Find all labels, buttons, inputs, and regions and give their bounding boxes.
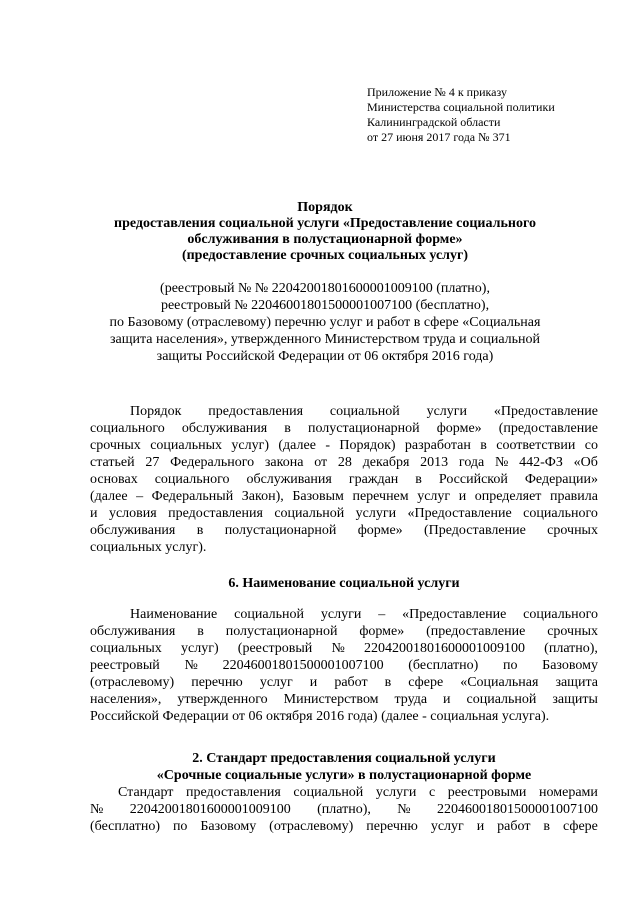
- word: «Предоставление: [493, 404, 598, 419]
- registry-line: по Базовому (отраслевому) перечню услуг и работ в сфере «Социальная: [109, 315, 541, 330]
- word: (отраслевому): [269, 819, 354, 834]
- section2-paragraph: [90, 784, 598, 835]
- word: и: [309, 675, 318, 690]
- word: обслуживания: [90, 523, 176, 538]
- word: полустационарной: [225, 624, 338, 639]
- registry-line: защита населения», утвержденного Министерством труда и социальной: [109, 332, 541, 347]
- word: декабря: [362, 455, 410, 470]
- word: 22042001801600001009100: [363, 641, 525, 656]
- word: Порядок: [130, 404, 182, 419]
- word: (предоставление: [498, 421, 598, 436]
- word: (предоставление: [426, 624, 526, 639]
- word: услуги: [320, 607, 362, 622]
- paragraph-line: Российской Федерации от 06 октября 2016 года) (далее - социальная услуга).: [90, 709, 550, 724]
- word: услуг: [259, 675, 293, 690]
- word: года: [458, 455, 485, 470]
- word: в: [197, 624, 204, 639]
- word: Федерального: [170, 455, 255, 470]
- word: реестровыми: [447, 785, 527, 800]
- word: 28: [337, 455, 352, 470]
- registry-line: реестровый № 22046001801500001007100 (бесплатно),: [160, 298, 490, 313]
- word: (платно),: [544, 641, 598, 656]
- word: услуги: [375, 785, 417, 800]
- word: (бесплатно): [90, 819, 160, 834]
- word: услуги: [355, 506, 397, 521]
- paragraph-line: [90, 454, 598, 471]
- word: со: [584, 438, 598, 453]
- word: Федеральный: [151, 489, 234, 504]
- word: -: [325, 438, 330, 453]
- paragraph-line: [90, 691, 598, 708]
- word: работ: [497, 819, 531, 834]
- word: (далее: [90, 489, 128, 504]
- word: срочных: [547, 624, 598, 639]
- word: соответствии: [496, 438, 576, 453]
- word: правила: [549, 489, 598, 504]
- title-line: (предоставление срочных социальных услуг): [181, 248, 469, 263]
- paragraph-line: [90, 674, 598, 691]
- word: защита: [555, 675, 598, 690]
- word: полустационарной: [307, 421, 420, 436]
- word: перечню: [191, 675, 243, 690]
- word: в: [543, 819, 551, 834]
- word: Российской: [438, 472, 508, 487]
- word: Наименование: [130, 607, 218, 622]
- appendix-line: Калининградской области: [367, 115, 501, 129]
- word: в: [384, 675, 392, 690]
- word: форме»: [359, 624, 405, 639]
- heading-line: 2. Стандарт предоставления социальной услуги: [192, 751, 496, 766]
- appendix-line: Приложение № 4 к приказу: [367, 85, 507, 99]
- word: и: [443, 692, 451, 707]
- paragraph-line: социальных услуг).: [90, 540, 207, 555]
- paragraph-line: [90, 801, 598, 818]
- word: и: [458, 489, 467, 504]
- word: социального: [90, 421, 165, 436]
- word: реестровый: [90, 658, 160, 673]
- intro-paragraph: [90, 403, 598, 556]
- word: по: [502, 658, 518, 673]
- registry-line: защиты Российской Федерации от 06 октября 2016 года): [156, 349, 494, 364]
- paragraph-line: [90, 623, 598, 640]
- word: (платно),: [317, 802, 371, 817]
- word: Закон),: [241, 489, 284, 504]
- word: (далее: [278, 438, 316, 453]
- word: предоставления: [168, 506, 263, 521]
- title-line: Порядок: [297, 200, 353, 215]
- word: статьей: [90, 455, 135, 470]
- word: основах: [90, 472, 138, 487]
- heading-line: «Срочные социальные услуги» в полустационарной форме: [156, 768, 532, 783]
- paragraph-line: [90, 522, 598, 539]
- word: –: [378, 607, 386, 622]
- word: Базовому: [542, 658, 598, 673]
- paragraph-line: [90, 640, 598, 657]
- word: №: [184, 658, 198, 673]
- heading-line: 6. Наименование социальной услуги: [228, 576, 460, 591]
- word: Министерством: [283, 692, 379, 707]
- paragraph-line: [90, 784, 598, 801]
- word: номерами: [539, 785, 598, 800]
- word: 27: [145, 455, 160, 470]
- word: №: [495, 455, 509, 470]
- title-line: обслуживания в полустационарной форме»: [187, 232, 463, 247]
- word: 22046001801500001007100: [222, 658, 384, 673]
- word: услуг: [430, 819, 464, 834]
- paragraph-line: [90, 657, 598, 674]
- word: граждан: [348, 472, 399, 487]
- word: сфере: [408, 675, 444, 690]
- word: «Социальная: [460, 675, 539, 690]
- word: Федерации»: [524, 472, 598, 487]
- word: 22042001801600001009100: [129, 802, 291, 817]
- word: услуг: [417, 489, 451, 504]
- word: населения»,: [90, 692, 162, 707]
- paragraph-line: [90, 505, 598, 522]
- word: полустационарной: [224, 523, 337, 538]
- word: (Предоставление: [424, 523, 526, 538]
- section-heading: [90, 575, 598, 592]
- word: услуг): [181, 641, 219, 656]
- word: (бесплатно): [408, 658, 479, 673]
- word: закона: [264, 455, 304, 470]
- paragraph-line: [90, 420, 598, 437]
- word: 2013: [420, 455, 449, 470]
- word: и: [476, 819, 485, 834]
- registry-block: [90, 280, 560, 365]
- appendix-line: Министерства социальной политики: [367, 100, 555, 114]
- word: в: [196, 523, 204, 538]
- word: «Об: [573, 455, 598, 470]
- word: «Предоставление: [402, 607, 507, 622]
- paragraph-line: [90, 818, 598, 835]
- word: срочных: [90, 438, 141, 453]
- word: социальной: [466, 692, 537, 707]
- appendix-note: [367, 85, 555, 145]
- section1-paragraph: [90, 606, 598, 725]
- word: (отраслевому): [90, 675, 175, 690]
- word: социальной: [293, 785, 364, 800]
- word: разработан: [404, 438, 471, 453]
- word: обслуживания: [90, 624, 176, 639]
- word: в: [415, 472, 422, 487]
- appendix-line: от 27 июня 2017 года № 371: [367, 130, 511, 144]
- word: форме»: [357, 523, 403, 538]
- word: труда: [394, 692, 428, 707]
- paragraph-line: [90, 437, 598, 454]
- word: социальной: [234, 607, 305, 622]
- word: Базовым: [292, 489, 344, 504]
- word: в: [284, 421, 291, 436]
- word: социального: [523, 607, 598, 622]
- word: предоставления: [208, 404, 304, 419]
- word: социальной: [274, 506, 345, 521]
- word: работ: [334, 675, 368, 690]
- word: в: [480, 438, 487, 453]
- word: с: [428, 785, 436, 800]
- document-title: [90, 200, 560, 264]
- word: сфере: [562, 819, 598, 834]
- word: «Предоставление: [407, 506, 512, 521]
- word: социального: [154, 472, 230, 487]
- word: от: [314, 455, 328, 470]
- title-line: предоставления социальной услуги «Предоставление социального: [114, 216, 536, 231]
- paragraph-line: [90, 403, 598, 420]
- word: –: [136, 489, 144, 504]
- word: услуг): [231, 438, 269, 453]
- word: срочных: [547, 523, 598, 538]
- word: Стандарт: [118, 785, 174, 800]
- word: защиты: [552, 692, 598, 707]
- word: определяет: [474, 489, 542, 504]
- section-heading: [90, 750, 598, 784]
- word: Базовому: [200, 819, 257, 834]
- word: №: [397, 802, 411, 817]
- paragraph-line: [90, 606, 598, 623]
- word: по: [172, 819, 188, 834]
- word: предоставления: [186, 785, 281, 800]
- word: №: [331, 641, 345, 656]
- word: социального: [523, 506, 598, 521]
- word: перечню: [366, 819, 418, 834]
- word: утвержденного: [177, 692, 268, 707]
- word: социальных: [90, 641, 162, 656]
- word: социальных: [150, 438, 222, 453]
- word: 22046001801500001007100: [436, 802, 598, 817]
- word: обслуживания: [246, 472, 332, 487]
- word: Порядок): [339, 438, 396, 453]
- word: 442-ФЗ: [519, 455, 563, 470]
- word: условия: [108, 506, 157, 521]
- word: (реестровый: [237, 641, 313, 656]
- word: обслуживания: [181, 421, 268, 436]
- paragraph-line: [90, 488, 598, 505]
- word: услуги: [426, 404, 468, 419]
- registry-line: (реестровый № № 22042001801600001009100 (платно),: [160, 281, 490, 296]
- word: перечнем: [352, 489, 409, 504]
- word: №: [90, 802, 104, 817]
- word: форме»: [436, 421, 482, 436]
- word: социальной: [329, 404, 400, 419]
- paragraph-line: [90, 471, 598, 488]
- word: и: [90, 506, 98, 521]
